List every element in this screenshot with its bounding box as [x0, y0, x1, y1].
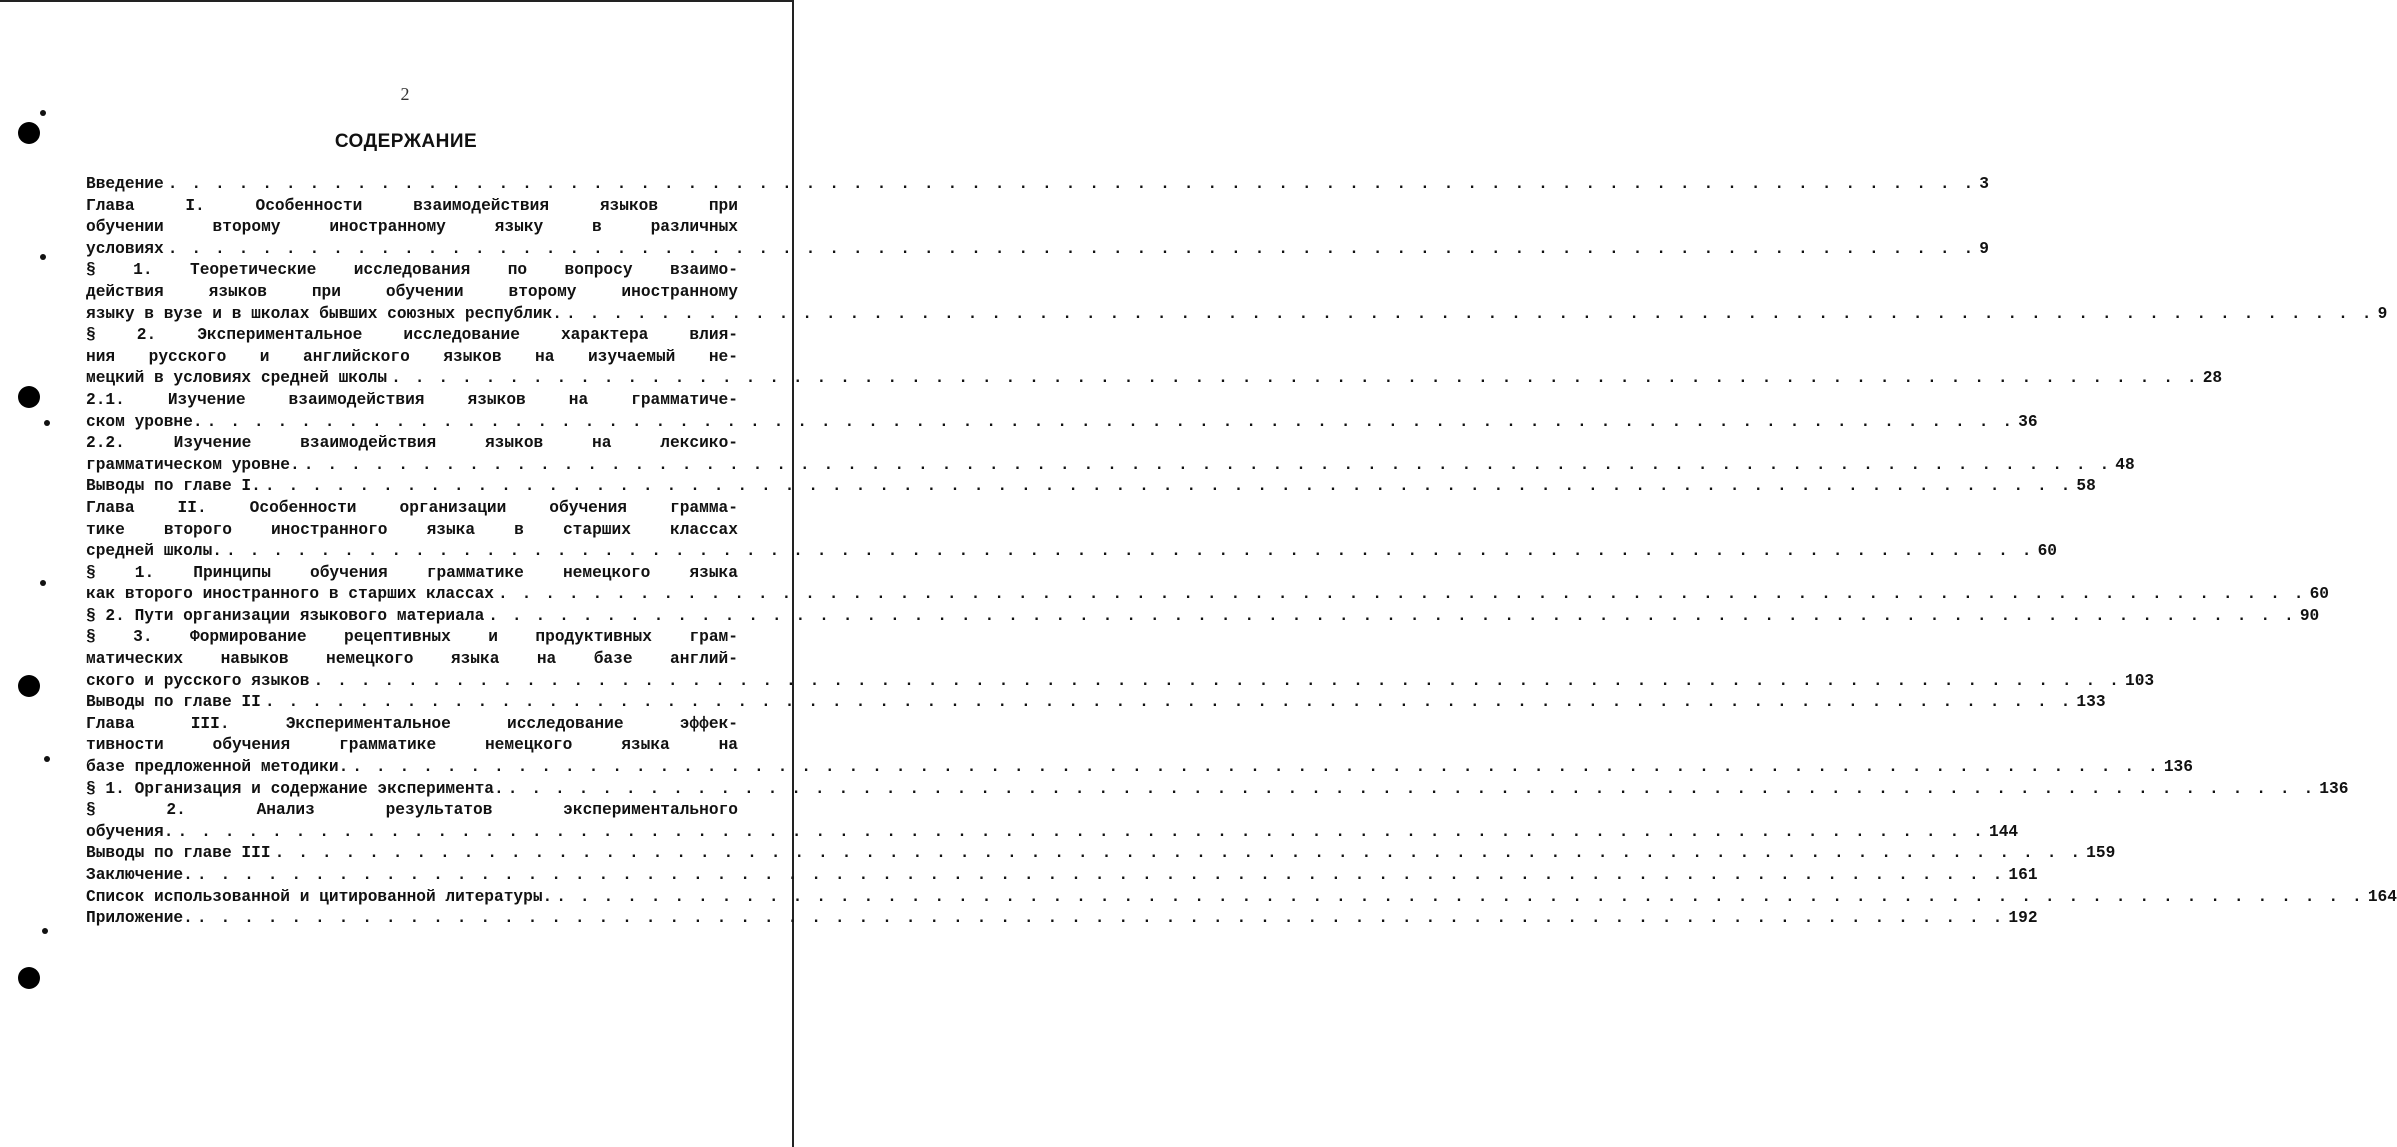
dot-leader: . . . . . . . . . . . . . . . . . . . . . . . . . . . . . . . . . . . . . . . . . . . . . . . . . . . . . . . . . . . . . . . . . . . . . . . . . . . . . — [177, 822, 1985, 841]
toc-entry-line: Глава I. Особенности взаимодействия языков при — [86, 196, 738, 215]
toc-entry — [86, 390, 2038, 433]
scan-speck — [40, 254, 46, 260]
toc-entry-text: базе предложенной методики. — [86, 758, 349, 777]
scan-speck — [40, 110, 46, 116]
dot-leader: . . . . . . . . . . . . . . . . . . . . . . . . . . . . . . . . . . . . . . . . . . . . . . . . . . . . . . . . . . . . . . . . . . . . . . . . . . . . . — [303, 455, 2112, 474]
toc-entry-line: § 3. Формирование рецептивных и продуктивных грам- — [86, 628, 738, 647]
toc-entry-line: тике второго иностранного языка в старших классах — [86, 520, 738, 539]
toc-entry-line: § 2. Экспериментальное исследование характера влия- — [86, 326, 738, 345]
toc-page-number: 159 — [2086, 844, 2116, 863]
page-title: СОДЕРЖАНИЕ — [334, 131, 478, 152]
dot-leader: . . . . . . . . . . . . . . . . . . . . . . . . . . . . . . . . . . . . . . . . . . . . . . . . . . . . . . . . . . . . . . . . . . . . . . . . . . . . . — [264, 693, 2073, 712]
toc-page-number: 103 — [2125, 671, 2155, 690]
toc-page-number: 60 — [2309, 585, 2329, 604]
dot-leader: . . . . . . . . . . . . . . . . . . . . . . . . . . . . . . . . . . . . . . . . . . . . . . . . . . . . . . . . . . . . . . . . . . . . . . . . . . . . . — [507, 779, 2316, 798]
toc-entry — [86, 476, 2096, 498]
toc-entry-line: матических навыков немецкого языка на базе англий- — [86, 650, 738, 669]
toc-page-number: 164 — [2367, 887, 2397, 906]
toc-entry-text: Выводы по главе III — [86, 844, 271, 863]
toc-entry-last-line — [86, 779, 2349, 801]
binder-hole — [18, 675, 40, 697]
toc-entry-line: Глава II. Особенности организации обучения грамма- — [86, 498, 738, 517]
toc-entry — [86, 843, 2116, 865]
toc-entry-last-line — [86, 476, 2096, 498]
toc-entry-text: Выводы по главе II — [86, 693, 261, 712]
toc-entry — [86, 563, 2329, 606]
toc-entry — [86, 325, 2223, 390]
toc-entry-text: § 2. Пути организации языкового материала — [86, 606, 485, 625]
page-edge-top — [0, 0, 794, 2]
dot-leader: . . . . . . . . . . . . . . . . . . . . . . . . . . . . . . . . . . . . . . . . . . . . . . . . . . . . . . . . . . . . . . . . . . . . . . . . . . . . . — [313, 671, 2121, 690]
toc-entry-text: языку в вузе и в школах бывших союзных республик. — [86, 304, 562, 323]
toc-entry-text: § 1. Организация и содержание эксперимента. — [86, 779, 504, 798]
dot-leader: . . . . . . . . . . . . . . . . . . . . . . . . . . . . . . . . . . . . . . . . . . . . . . . . . . . . . . . . . . . . . . . . . . . . . . . . . . . . . — [264, 477, 2073, 496]
toc-entry-text: как второго иностранного в старших классах — [86, 585, 494, 604]
toc-entry-last-line — [86, 887, 2397, 909]
toc-entry-last-line — [86, 239, 1989, 261]
toc-entry-last-line — [86, 368, 2223, 390]
toc-entry-text: условиях — [86, 239, 164, 258]
toc-entry-last-line — [86, 541, 2057, 563]
binder-hole — [18, 967, 40, 989]
toc-entry — [86, 627, 2155, 692]
toc-entry — [86, 714, 2193, 779]
page-number: 2 — [400, 84, 410, 104]
toc-page-number: 9 — [1979, 239, 1989, 258]
toc-entry-line: 2.2. Изучение взаимодействия языков на лексико- — [86, 434, 738, 453]
toc-entry-last-line — [86, 671, 2155, 693]
toc-entry-text: ского и русского языков — [86, 671, 310, 690]
dot-leader: . . . . . . . . . . . . . . . . . . . . . . . . . . . . . . . . . . . . . . . . . . . . . . . . . . . . . . . . . . . . . . . . . . . . . . . . . . . . . — [498, 585, 2306, 604]
toc-entry — [86, 606, 2320, 628]
toc-entry-text: мецкий в условиях средней школы — [86, 369, 388, 388]
dot-leader: . . . . . . . . . . . . . . . . . . . . . . . . . . . . . . . . . . . . . . . . . . . . . . . . . . . . . . . . . . . . . . . . . . . . . . . . . . . . . — [391, 369, 2199, 388]
dot-leader: . . . . . . . . . . . . . . . . . . . . . . . . . . . . . . . . . . . . . . . . . . . . . . . . . . . . . . . . . . . . . . . . . . . . . . . . . . . . . — [274, 844, 2083, 863]
toc-entry — [86, 865, 2038, 887]
toc-page-number: 48 — [2115, 455, 2135, 474]
toc-entry — [86, 196, 1989, 261]
toc-entry-last-line — [86, 757, 2193, 779]
toc-page-number: 3 — [1979, 175, 1989, 193]
toc-entry — [86, 174, 1989, 196]
dot-leader: . . . . . . . . . . . . . . . . . . . . . . . . . . . . . . . . . . . . . . . . . . . . . . . . . . . . . . . . . . . . . . . . . . . . . . . . . . . . . — [206, 412, 2015, 431]
toc-entry — [86, 498, 2057, 563]
toc-entry-last-line — [86, 606, 2320, 628]
toc-entry-last-line — [86, 843, 2116, 865]
toc-entry-last-line — [86, 865, 2038, 887]
toc-entry-text: Введение — [86, 175, 164, 193]
toc-entry — [86, 887, 2397, 909]
dot-leader: . . . . . . . . . . . . . . . . . . . . . . . . . . . . . . . . . . . . . . . . . . . . . . . . . . . . . . . . . . . . . . . . . . . . . . . . . . . . . — [167, 175, 1976, 193]
toc-entry-text: Выводы по главе I. — [86, 477, 261, 496]
toc-entry-text: обучения. — [86, 822, 174, 841]
scan-speck — [44, 756, 50, 762]
toc-page-number: 36 — [2018, 412, 2038, 431]
toc-page-number: 136 — [2319, 779, 2349, 798]
dot-leader: . . . . . . . . . . . . . . . . . . . . . . . . . . . . . . . . . . . . . . . . . . . . . . . . . . . . . . . . . . . . . . . . . . . . . . . . . . . . . — [196, 909, 2005, 928]
toc-page-number: 161 — [2008, 866, 2038, 884]
toc-entry — [86, 908, 2038, 930]
toc-entry — [86, 433, 2135, 476]
toc-entry-line: § 1. Теоретические исследования по вопросу взаимо- — [86, 261, 738, 280]
dot-leader: . . . . . . . . . . . . . . . . . . . . . . . . . . . . . . . . . . . . . . . . . . . . . . . . . . . . . . . . . . . . . . . . . . . . . . . . . . . . . — [488, 606, 2296, 625]
toc-entry-line: § 1. Принципы обучения грамматике немецкого языка — [86, 563, 738, 582]
toc-page-number: 136 — [2163, 758, 2193, 777]
toc-entry-text: грамматическом уровне. — [86, 455, 300, 474]
dot-leader: . . . . . . . . . . . . . . . . . . . . . . . . . . . . . . . . . . . . . . . . . . . . . . . . . . . . . . . . . . . . . . . . . . . . . . . . . . . . . — [196, 866, 2005, 884]
scan-speck — [44, 420, 50, 426]
toc-entry-line: ния русского и английского языков на изучаемый не- — [86, 347, 738, 366]
table-of-contents — [86, 174, 2397, 930]
dot-leader: . . . . . . . . . . . . . . . . . . . . . . . . . . . . . . . . . . . . . . . . . . . . . . . . . . . . . . . . . . . . . . . . . . . . . . . . . . . . . — [352, 758, 2160, 777]
toc-entry-last-line — [86, 908, 2038, 930]
toc-entry-line: § 2. Анализ результатов экспериментального — [86, 801, 738, 820]
toc-page-number: 133 — [2076, 693, 2106, 712]
toc-page-number: 144 — [1989, 822, 2019, 841]
toc-entry-text: Список использованной и цитированной литературы. — [86, 887, 553, 906]
dot-leader: . . . . . . . . . . . . . . . . . . . . . . . . . . . . . . . . . . . . . . . . . . . . . . . . . . . . . . . . . . . . . . . . . . . . . . . . . . . . . — [226, 542, 2034, 561]
toc-entry — [86, 260, 2388, 325]
toc-page-number: 58 — [2076, 477, 2096, 496]
toc-entry — [86, 779, 2349, 801]
toc-entry-last-line — [86, 455, 2135, 477]
toc-entry-line: Глава III. Экспериментальное исследование эффек- — [86, 714, 738, 733]
toc-entry-last-line — [86, 174, 1989, 196]
scan-speck — [42, 928, 48, 934]
scan-speck — [40, 580, 46, 586]
toc-entry-line: 2.1. Изучение взаимодействия языков на грамматиче- — [86, 390, 738, 409]
toc-entry-text: Заключение. — [86, 866, 193, 884]
dot-leader: . . . . . . . . . . . . . . . . . . . . . . . . . . . . . . . . . . . . . . . . . . . . . . . . . . . . . . . . . . . . . . . . . . . . . . . . . . . . . — [566, 304, 2374, 323]
toc-page-number: 60 — [2037, 542, 2057, 561]
toc-page-number: 9 — [2377, 304, 2388, 323]
binder-hole — [18, 386, 40, 408]
toc-entry-text: средней школы. — [86, 542, 222, 561]
dot-leader: . . . . . . . . . . . . . . . . . . . . . . . . . . . . . . . . . . . . . . . . . . . . . . . . . . . . . . . . . . . . . . . . . . . . . . . . . . . . . — [167, 239, 1976, 258]
toc-entry — [86, 692, 2106, 714]
toc-entry — [86, 800, 2019, 843]
toc-entry-last-line — [86, 412, 2038, 434]
toc-entry-line: действия языков при обучении второму иностранному — [86, 282, 738, 301]
toc-page-number: 192 — [2008, 909, 2038, 928]
page-edge-right — [792, 0, 794, 1147]
toc-entry-last-line — [86, 584, 2329, 606]
toc-entry-last-line — [86, 304, 2388, 326]
toc-entry-line: тивности обучения грамматике немецкого языка на — [86, 736, 738, 755]
toc-entry-text: ском уровне. — [86, 412, 203, 431]
toc-page-number: 90 — [2299, 606, 2320, 625]
toc-entry-last-line — [86, 692, 2106, 714]
toc-entry-text: Приложение. — [86, 909, 193, 928]
toc-entry-line: обучении второму иностранному языку в различных — [86, 218, 738, 237]
toc-entry-last-line — [86, 822, 2019, 844]
dot-leader: . . . . . . . . . . . . . . . . . . . . . . . . . . . . . . . . . . . . . . . . . . . . . . . . . . . . . . . . . . . . . . . . . . . . . . . . . . . . . — [556, 887, 2364, 906]
toc-page-number: 28 — [2202, 369, 2223, 388]
